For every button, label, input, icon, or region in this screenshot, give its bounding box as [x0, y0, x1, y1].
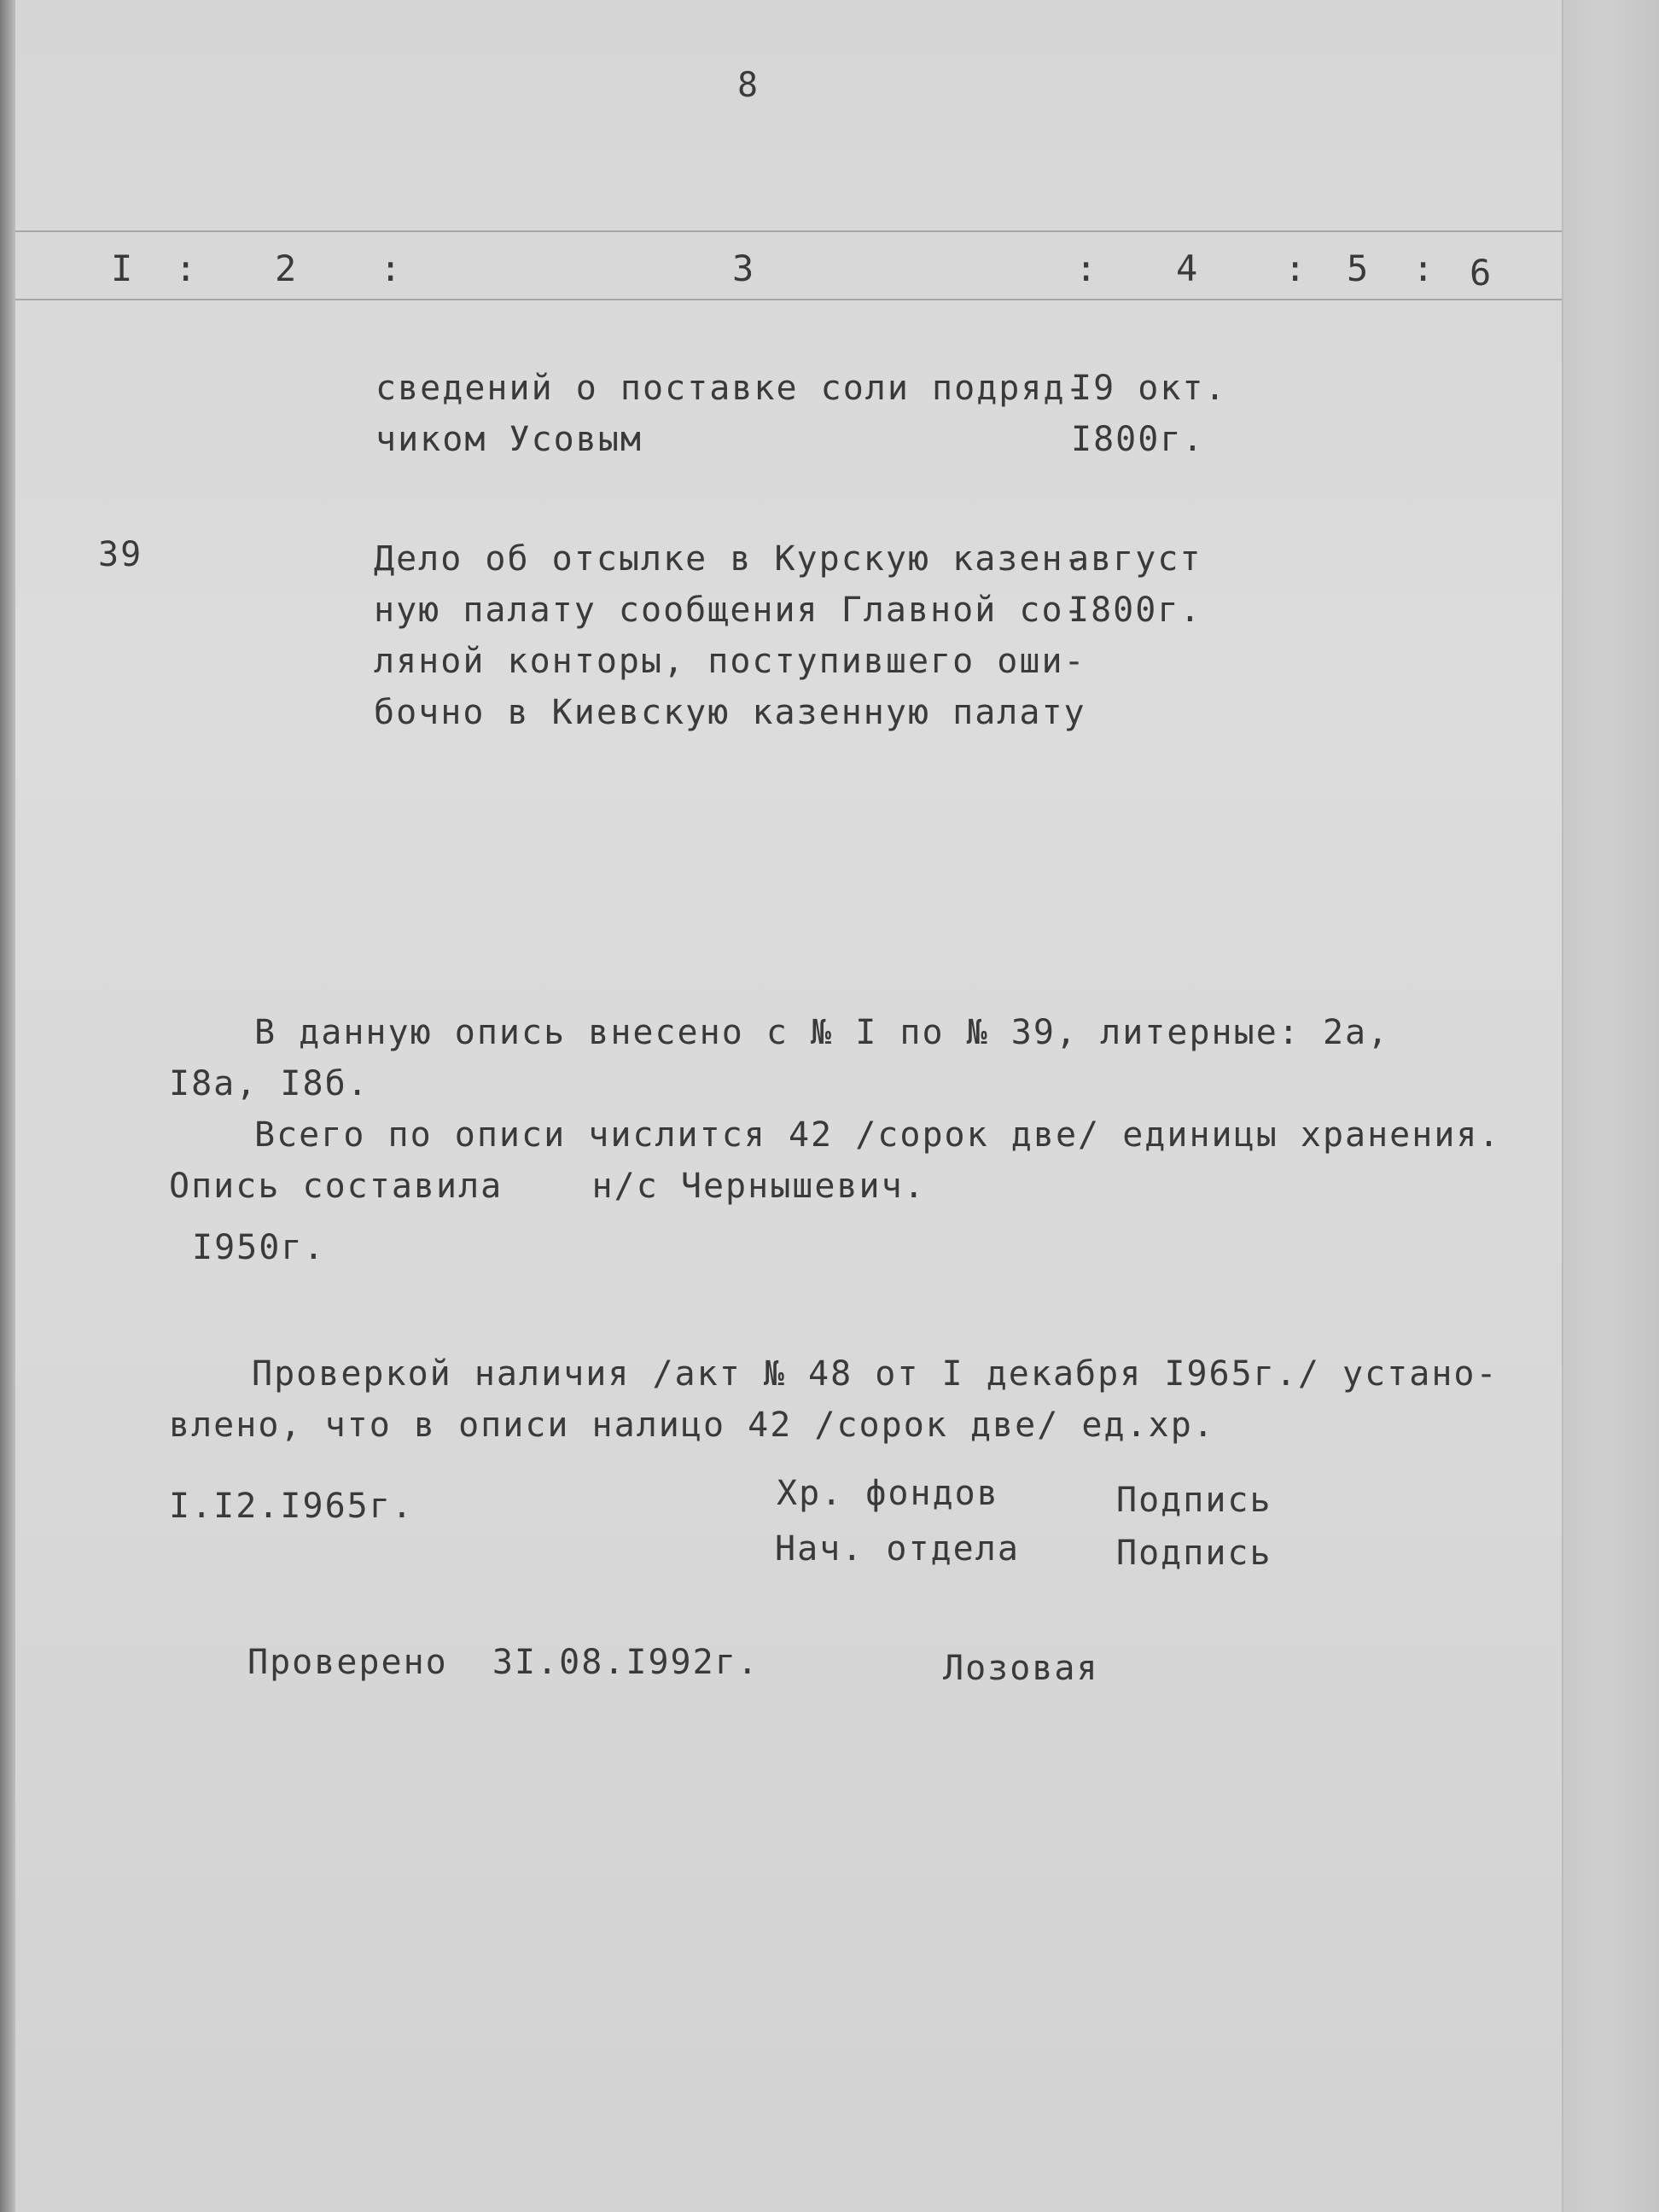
entry-number: 39 — [98, 535, 143, 574]
page-left-edge — [0, 0, 15, 2212]
column-header-5: 5 — [1347, 247, 1369, 289]
column-separator: : — [1284, 247, 1307, 289]
column-separator: : — [1412, 247, 1435, 289]
final-check-text: Проверено 3I.08.I992г. — [247, 1643, 760, 1682]
entry-text-line: чиком Усовым — [375, 420, 643, 459]
summary-line: Всего по описи числится 42 /сорок две/ единицы хранения. — [254, 1115, 1501, 1155]
column-header-2: 2 — [275, 247, 297, 289]
summary-line: В данную опись внесено с № I по № 39, литерные: 2а, — [254, 1013, 1390, 1052]
entry-text-line: ную палату сообщения Главной со- — [374, 591, 1086, 630]
signature-role: Хр. фондов — [777, 1474, 999, 1513]
column-header-1: I — [111, 247, 133, 289]
entry-date-line: I9 окт. — [1071, 369, 1227, 408]
verification-date: I.I2.I965г. — [169, 1487, 414, 1526]
header-top-rule — [15, 230, 1562, 232]
column-header-3: 3 — [732, 247, 754, 289]
summary-line: I8а, I8б. — [169, 1064, 370, 1103]
summary-year: I950г. — [192, 1228, 326, 1267]
signature-label: Подпись — [1116, 1481, 1272, 1520]
column-separator: : — [380, 247, 402, 289]
page-right-edge — [1562, 0, 1659, 2212]
signature-label: Подпись — [1116, 1534, 1272, 1573]
verification-line: влено, что в описи налицо 42 /сорок две/ ед.хр. — [169, 1406, 1215, 1445]
page-number: 8 — [737, 66, 760, 105]
column-separator: : — [1075, 247, 1097, 289]
signature-role: Нач. отдела — [775, 1529, 1020, 1569]
entry-text-line: ляной конторы, поступившего оши- — [374, 642, 1086, 681]
entry-date-line: I800г. — [1068, 591, 1202, 630]
verification-line: Проверкой наличия /акт № 48 от I декабря I965г./ устано- — [252, 1354, 1499, 1394]
header-bottom-rule — [15, 299, 1562, 300]
entry-date-line: I800г. — [1071, 420, 1205, 459]
entry-date-line: август — [1068, 539, 1202, 579]
summary-line: Опись составила н/с Чернышевич. — [169, 1167, 926, 1206]
entry-text-line: сведений о поставке соли подряд- — [375, 369, 1088, 408]
column-separator: : — [175, 247, 197, 289]
column-header-4: 4 — [1176, 247, 1198, 289]
final-check-name: Лозовая — [943, 1649, 1099, 1688]
entry-text-line: бочно в Киевскую казенную палату — [374, 693, 1086, 732]
column-header-6: 6 — [1470, 252, 1492, 294]
entry-text-line: Дело об отсылке в Курскую казен- — [374, 539, 1086, 579]
